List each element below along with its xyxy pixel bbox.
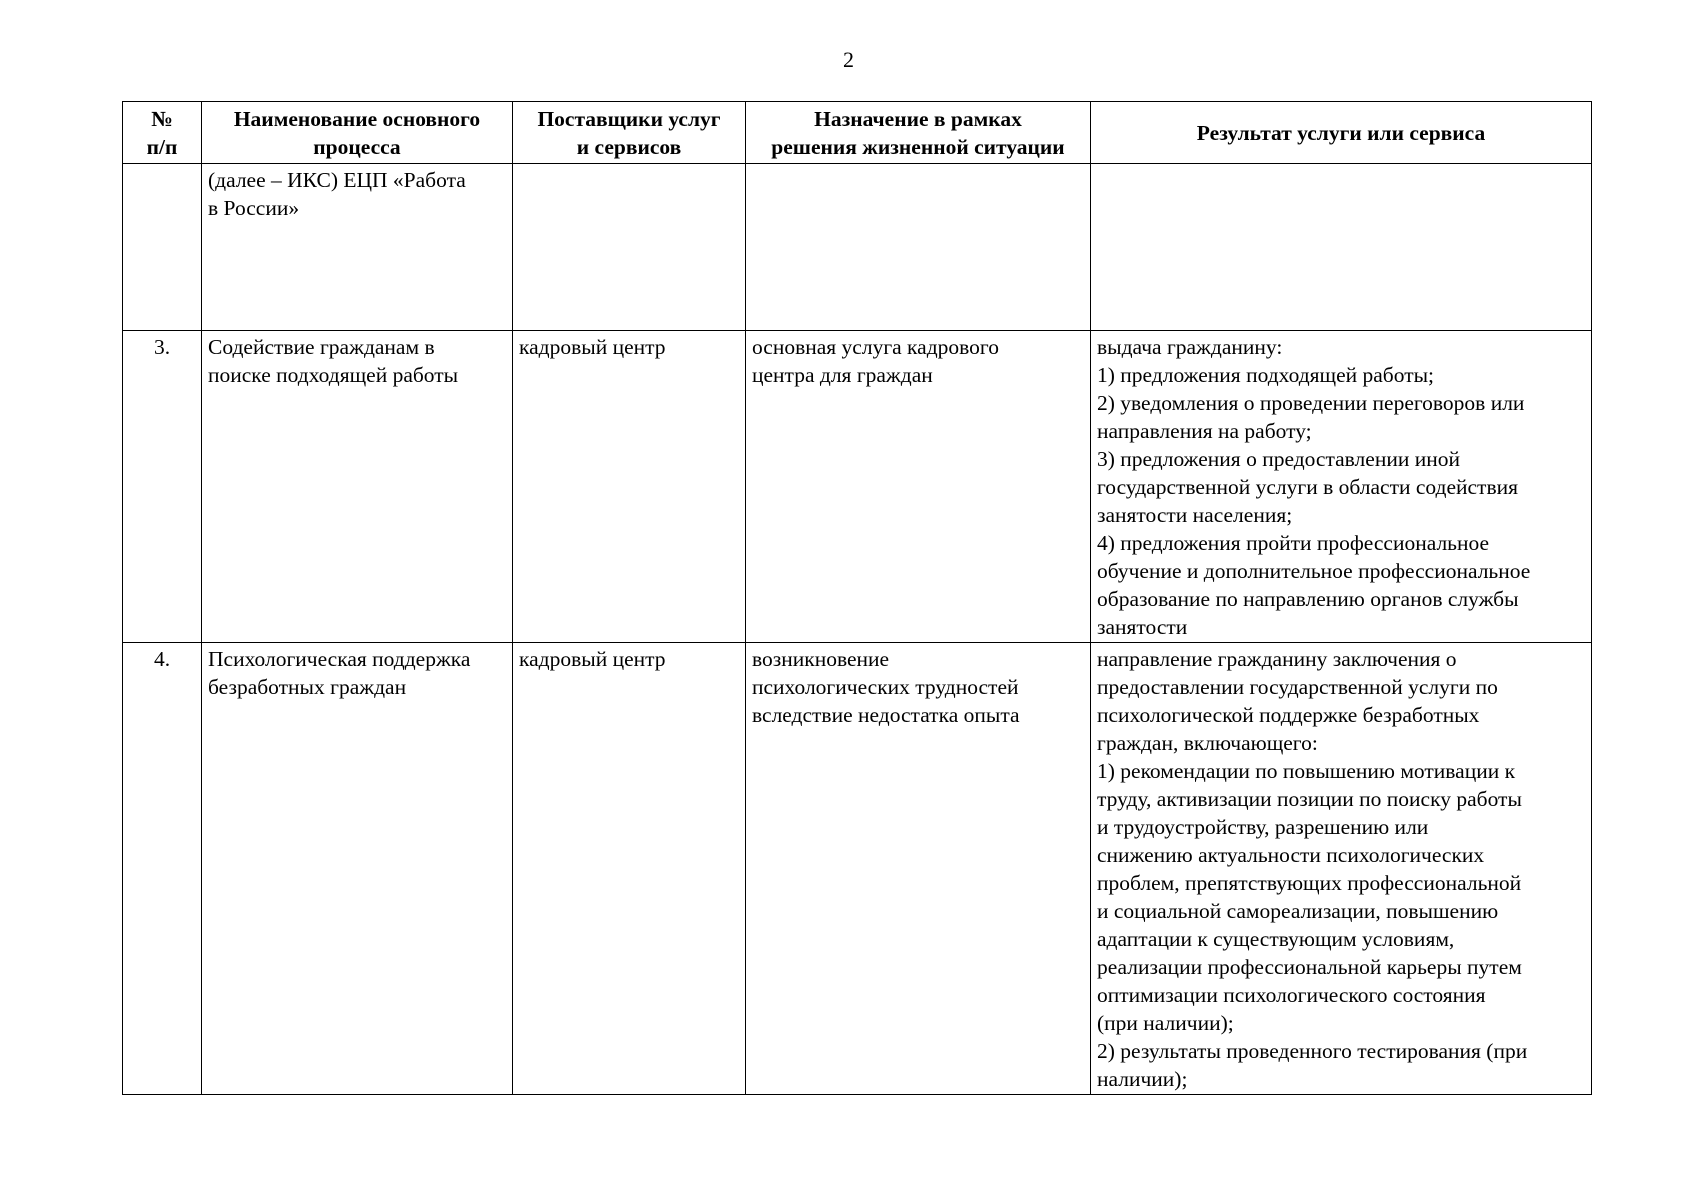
table-row <box>123 331 1592 643</box>
header-number: № п/п <box>123 102 202 164</box>
row-number-cell: 3. <box>123 331 202 643</box>
table-row <box>123 164 1592 331</box>
result-cell: направление гражданину заключения о предоставлении государственной услуги по психологической поддержке безработных граждан, включающего: 1) рекомендации по повышению мотивации к труду, активизации позиции по поиску работы и трудоустройству, разрешению или снижению актуальности психологических проблем, препятствующих профессиональной и социальной самореализации, повышению адаптации к существующим условиям, реализации профессиональной карьеры путем оптимизации психологического состояния (при наличии); 2) результаты проведенного тестирования (при наличии); <box>1091 643 1592 1095</box>
services-table <box>122 101 1592 1095</box>
header-providers: Поставщики услуг и сервисов <box>513 102 746 164</box>
page-number: 2 <box>843 47 854 72</box>
header-process: Наименование основного процесса <box>202 102 513 164</box>
providers-cell: кадровый центр <box>513 331 746 643</box>
header-result: Результат услуги или сервиса <box>1091 102 1592 164</box>
purpose-cell: основная услуга кадрового центра для граждан <box>746 331 1091 643</box>
result-cell <box>1091 164 1592 331</box>
purpose-cell: возникновение психологических трудностей вследствие недостатка опыта <box>746 643 1091 1095</box>
row-number-cell: 4. <box>123 643 202 1095</box>
providers-cell <box>513 164 746 331</box>
process-cell: Содействие гражданам в поиске подходящей работы <box>202 331 513 643</box>
row-number-cell <box>123 164 202 331</box>
table-row <box>123 643 1592 1095</box>
process-cell: Психологическая поддержка безработных граждан <box>202 643 513 1095</box>
purpose-cell <box>746 164 1091 331</box>
process-cell: (далее – ИКС) ЕЦП «Работа в России» <box>202 164 513 331</box>
table-header-row <box>123 102 1592 164</box>
providers-cell: кадровый центр <box>513 643 746 1095</box>
result-cell: выдача гражданину: 1) предложения подходящей работы; 2) уведомления о проведении переговоров или направления на работу; 3) предложения о предоставлении иной государственной услуги в области содействия занятости населения; 4) предложения пройти профессиональное обучение и дополнительное профессиональное образование по направлению органов службы занятости <box>1091 331 1592 643</box>
header-purpose: Назначение в рамках решения жизненной ситуации <box>746 102 1091 164</box>
